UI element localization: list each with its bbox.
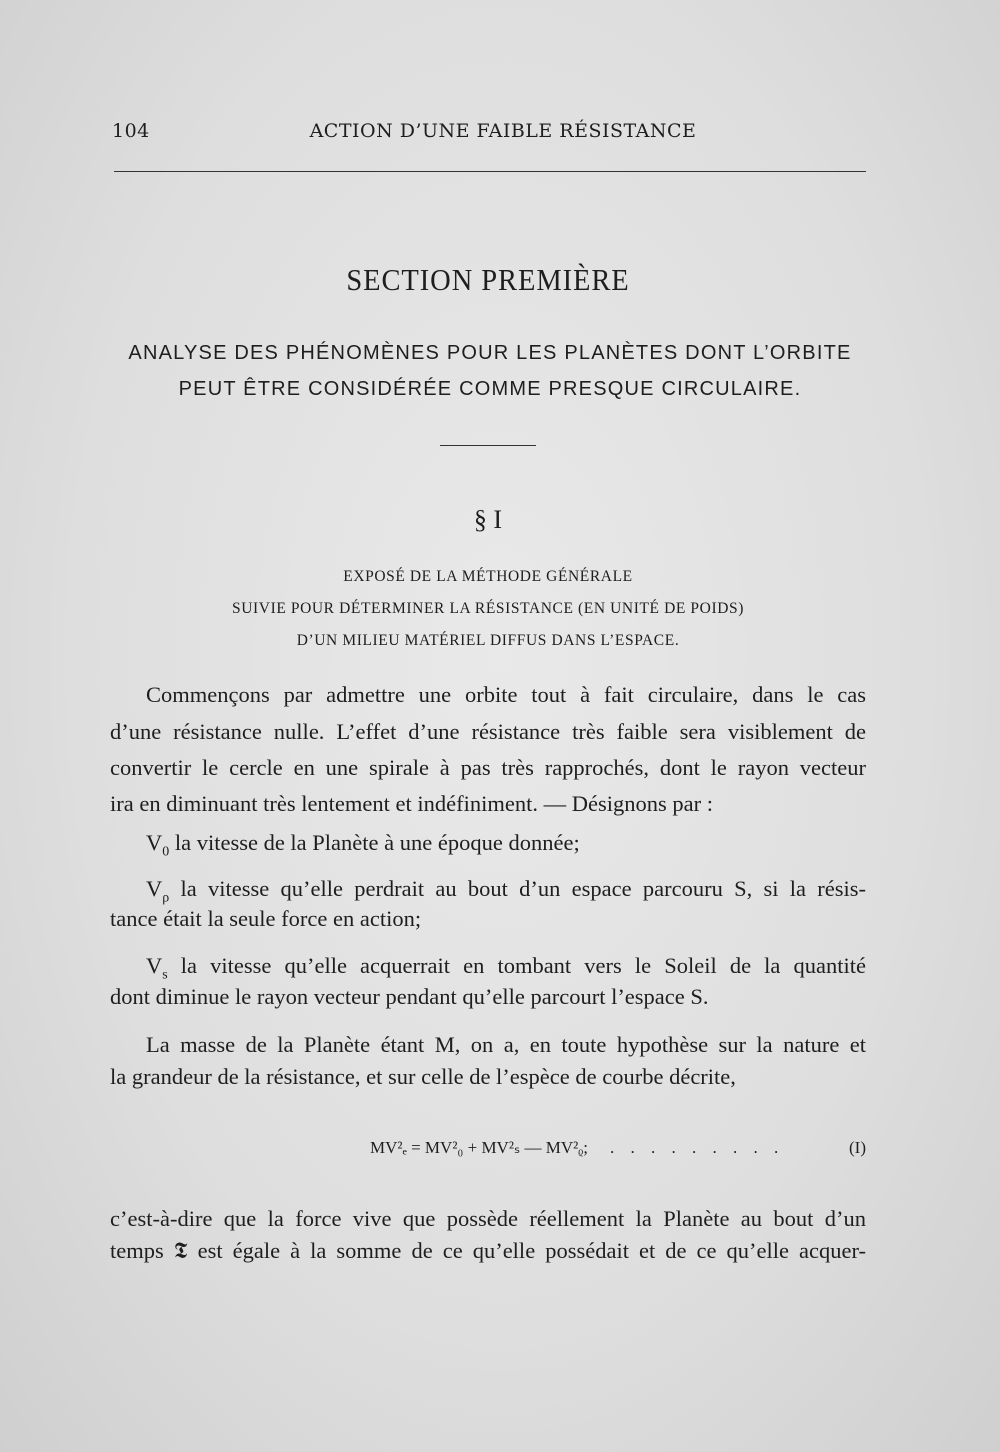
vp-symbol: V	[146, 876, 163, 901]
intro-line-4: ira en diminuant très lentement et indéfiniment. — Désignons par :	[110, 791, 713, 816]
equation-1	[370, 1138, 866, 1166]
running-title: ACTION D’UNE FAIBLE RÉSISTANCE	[309, 120, 697, 142]
section-divider	[440, 445, 536, 446]
intro-line-2: d’une résistance nulle. L’effet d’une résistance très faible sera visiblement de	[110, 719, 866, 744]
definition-v0	[110, 830, 866, 861]
vs-subscript: s	[162, 967, 168, 983]
equation-leader-dots: . . . . . . . . .	[610, 1138, 785, 1157]
vp-subscript: ρ	[162, 890, 170, 906]
closing-line-2: temps 𝕿 est égale à la somme de ce qu’elle possédait et de ce qu’elle acquer-	[110, 1238, 866, 1263]
equation-formula: MV²ₑ = MV²₀ + MV²ₛ — MV²ᵨ;	[370, 1138, 589, 1157]
intro-line-3: convertir le cercle en une spirale à pas très rapprochés, dont le rayon vecteur	[110, 755, 866, 780]
page-number: 104	[112, 120, 150, 142]
v0-text: la vitesse de la Planète à une époque donnée;	[174, 830, 580, 855]
v0-symbol: V	[146, 830, 163, 855]
definition-vs-line-2: dont diminue le rayon vecteur pendant qu’elle parcourt l’espace S.	[110, 984, 709, 1009]
vs-text: la vitesse qu’elle acquerrait en tombant vers le Soleil de la quantité	[180, 953, 866, 978]
method-heading-line-2: SUIVIE POUR DÉTERMINER LA RÉSISTANCE (EN UNITÉ DE POIDS)	[232, 600, 744, 617]
definition-vp-line-2: tance était la seule force en action;	[110, 906, 422, 931]
vp-text: la vitesse qu’elle perdrait au bout d’un espace parcouru S, si la résis-	[180, 876, 867, 901]
running-head	[112, 120, 864, 146]
section-subtitle-line-1: ANALYSE DES PHÉNOMÈNES POUR LES PLANÈTES DONT L’ORBITE	[128, 342, 852, 364]
mass-line-2: la grandeur de la résistance, et sur celle de l’espèce de courbe décrite,	[110, 1064, 736, 1089]
vs-symbol: V	[146, 953, 163, 978]
mass-line-1: La masse de la Planète étant M, on a, en toute hypothèse sur la nature et	[146, 1032, 866, 1057]
section-subtitle-line-2: PEUT ÊTRE CONSIDÉRÉE COMME PRESQUE CIRCULAIRE.	[178, 378, 802, 400]
method-heading-line-3: D’UN MILIEU MATÉRIEL DIFFUS DANS L’ESPACE.	[296, 632, 680, 649]
header-rule	[114, 171, 866, 172]
method-heading-line-1: EXPOSÉ DE LA MÉTHODE GÉNÉRALE	[343, 568, 633, 585]
intro-line-1: Commençons par admettre une orbite tout à fait circulaire, dans le cas	[146, 682, 866, 707]
closing-line-1: c’est-à-dire que la force vive que possède réellement la Planète au bout d’un	[110, 1206, 866, 1231]
v0-subscript: 0	[162, 844, 170, 860]
section-title: SECTION PREMIÈRE	[346, 262, 630, 297]
paragraph-mark: § I	[473, 505, 503, 534]
equation-number: (I)	[849, 1138, 866, 1157]
definition-vs-line-1	[110, 953, 866, 984]
definition-vp-line-1	[110, 876, 866, 907]
